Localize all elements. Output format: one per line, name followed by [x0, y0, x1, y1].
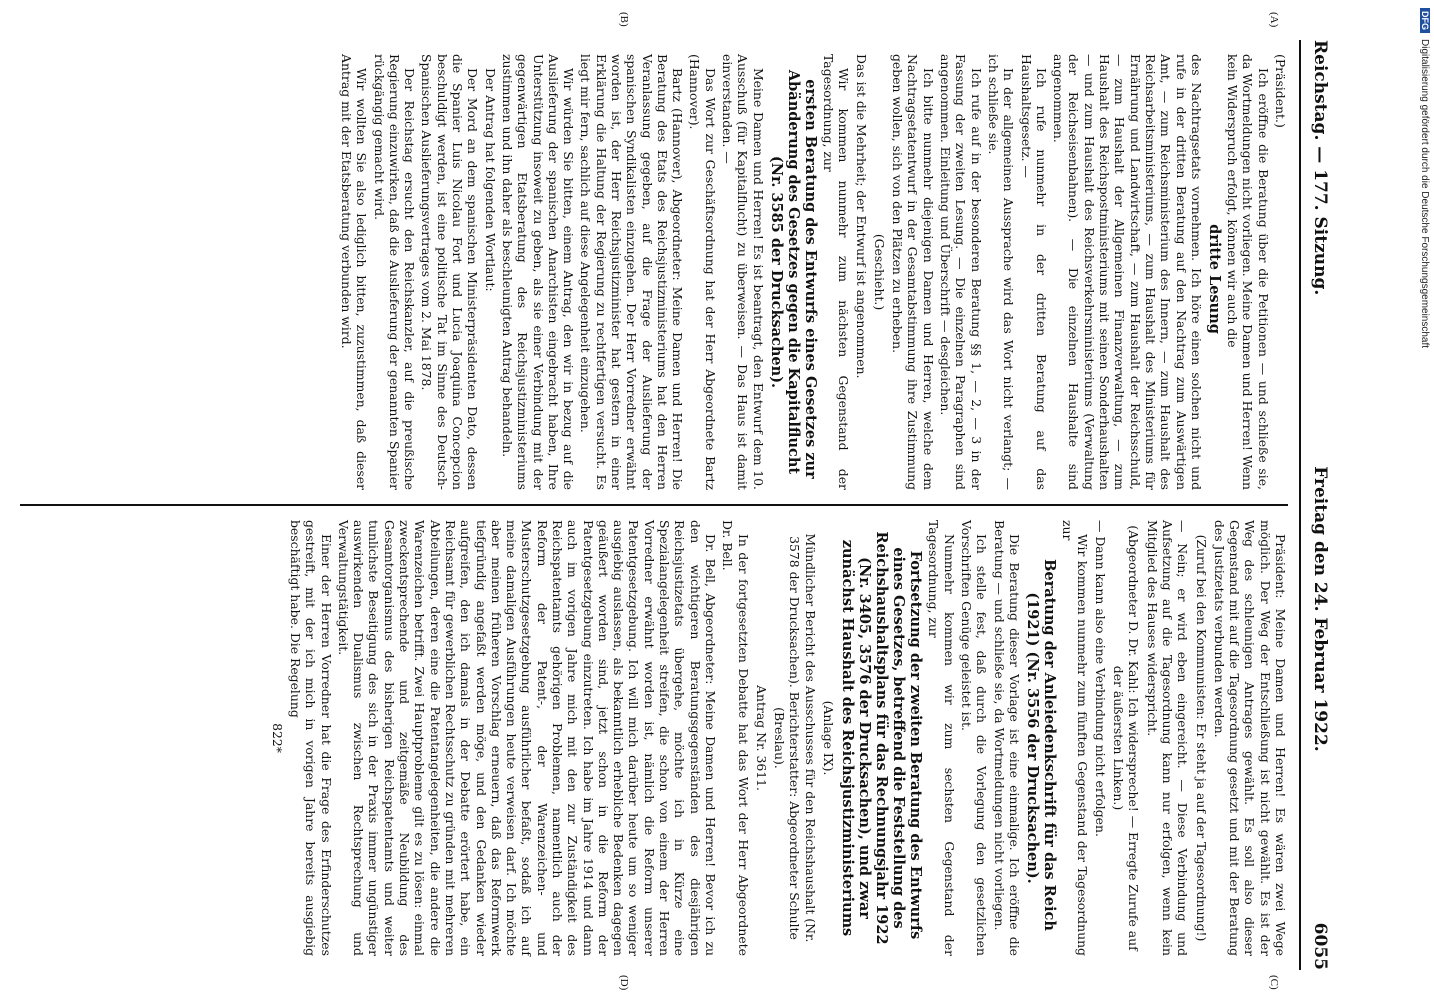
paragraph: Ich stelle fest, daß durch die Vorlegung den gesetzlichen Vorschriften Genüge geleistet ist.: [958, 520, 990, 956]
paragraph: des Nachtragsetats vornehmen. Ich höre einen solchen nicht und rufe in der dritten Beratung auf den Nachtrag zum Auswärtigen Amt, — zum Reichsministerium des Innern, — zum Haushalt des Reichsarbeitsministeriums, — zum Haushalt des Ministeriums für Ernährung und Landwirtschaft, — zum Haushalt der Reichsschuld, — zum Haushalt der Allgemeinen Finanzverwaltung, — zum Haushalt des Reichspostministeriums mit seinen Sonderhaushalten — und zum Haushalt des Reichsverkehrsministeriums (Verwaltung der Reichseisenbahnen). — Die einzelnen Haushalte sind angenommen.: [1051, 54, 1204, 490]
paragraph: Wir wollten Sie also lediglich bitten, zuzustimmen, daß dieser Antrag mit der Etatsberatung verbunden wird.: [338, 54, 370, 490]
paragraph: Präsident: Meine Damen und Herren! Es wären zwei Wege möglich. Der Weg der Entschließung ist nicht gewählt. Es ist der Weg des schleunigen Antrages gewählt. Es soll also dieser Gegenstand mit auf die Tagesordnung gesetzt und mit der Beratung des Justizetats verbunden werden.: [1211, 520, 1288, 956]
paragraph: dritte Lesung: [1205, 224, 1223, 334]
margin-marker-b: (B): [618, 12, 630, 27]
paragraph: Einer der Herren Vorredner hat die Frage des Erfinderschutzes gestreift, mit der ich mich in vorigen Jahre bereits ausgiebig beschäftigt habe. Die Regelung: [287, 520, 334, 956]
paragraph: Antrag Nr. 3611.: [753, 685, 769, 791]
paragraph: (Zuruf bei den Kommunisten: Er steht ja auf der Tagesordnung!): [1193, 534, 1209, 942]
paragraph: Ich eröffne die Beratung über die Petitionen — und schließe sie, da Wortmeldungen nicht vorliegen. Meine Damen und Herren! Wenn kein Widerspruch erfolgt, können wir auch die: [1225, 54, 1271, 490]
paragraph: Der Mord an dem spanischen Ministerpräsidenten Dato, dessen die Spanier Luis Nicolau Fort und Lucia Joaquina Concepcion beschuldigt werden, ist eine politische Tat im Sinne des Deutsch-Spanischen Auslieferungsvertrages vom 2. Mai 1878.: [419, 54, 481, 490]
dfg-logo-badge: DFG: [1420, 8, 1430, 33]
paragraph: (Abgeordneter D. Dr. Kahl: Ich widerspreche! — Erregte Zurufe auf der äußersten Linken.): [1111, 525, 1142, 951]
paragraph: — Dann kann also eine Verbindung nicht erfolgen.: [1092, 520, 1108, 837]
paragraph: Das ist die Mehrheit; der Entwurf ist angenommen.: [853, 54, 869, 379]
paragraph: Ich rufe nunmehr in der dritten Beratung auf das Haushaltsgesetz. —: [1018, 54, 1049, 490]
paragraph: (Anlage IX).: [821, 700, 837, 776]
paragraph: Nunmehr kommen wir zum sechsten Gegenstand der Tagesordnung, zur: [926, 520, 957, 956]
page-header: [1299, 40, 1335, 970]
margin-marker-d: (D): [618, 975, 630, 991]
paragraph: — Nein; er wird eben eingereicht. — Diese Verbindung und Aufsetzung auf die Tagesordnung kann nur erfolgen, wenn kein Mitglied des Hauses widerspricht.: [1144, 520, 1191, 956]
header-date: Freitag den 24. Februar 1922.: [1310, 466, 1330, 752]
paragraph: Mündlicher Bericht des Ausschusses für den Reichshaushalt (Nr. 3578 der Drucksachen). Berichterstatter: Abgeordneter Schulte (Breslau).: [772, 533, 818, 943]
header-left: Reichstag. — 177. Sitzung.: [1310, 40, 1330, 296]
paragraph: Fortsetzung der zweiten Beratung des Entwurfs eines Gesetzes, betreffend die Feststellung des Reichshaushaltsplans für das Rechnungsjahr 1922 (Nr. 3405, 3576 der Drucksachen), und zwar zunächst Haushalt des Reichsjustizministeriums: [839, 531, 925, 945]
paragraph: Wir kommen nunmehr zum fünften Gegenstand der Tagesordnung zur: [1060, 520, 1091, 956]
text-columns: [20, 40, 1288, 970]
credit-text: Digitalisierung gefördert durch die Deutsche Forschungsgemeinschaft: [1419, 39, 1430, 349]
paragraph: Wir würden Sie bitten, einem Antrag, den wir in bezug auf die Auslieferung der spanischen Anarchisten eingebracht haben, Ihre Unterstützung insoweit zu geben, als sie einer Verbindung mit der gegenwärtigen Etatsberatung des Reichsjustizministeriums zustimmen und ihn daher als beschleunigten Antrag behandeln.: [499, 54, 577, 490]
paragraph: Ich bitte nunmehr diejenigen Damen und Herren, welche dem Nachtragsetatentwurf in der Gesamtabstimmung ihre Zustimmung geben wollen, sich von den Plätzen zu erheben.: [890, 54, 936, 490]
left-column: [20, 40, 1288, 504]
paragraph: 822*: [269, 723, 285, 753]
right-column: [20, 504, 1288, 970]
paragraph: Wir kommen nunmehr zum nächsten Gegenstand der Tagesordnung, zur: [820, 54, 852, 490]
paragraph: (Präsident.): [1273, 54, 1288, 128]
paragraph: ersten Beratung des Entwurfs eines Gesetzes zur Abänderung des Gesetzes gegen die Kapitalflucht (Nr. 3585 der Drucksachen).: [767, 69, 819, 479]
paragraph: In der fortgesetzten Debatte hat das Wort der Herr Abgeordnete Dr. Bell.: [720, 520, 751, 956]
digitization-credit: [1414, 8, 1430, 988]
paragraph: In der allgemeinen Aussprache wird das Wort nicht verlangt; — ich schließe sie.: [985, 54, 1017, 490]
paragraph: Das Wort zur Geschäftsordnung hat der Herr Abgeordnete Bartz (Hannover).: [687, 54, 718, 490]
paragraph: Bartz (Hannover), Abgeordneter: Meine Damen und Herren! Die Beratung des Etats des Reichsjustizministeriums hat den Herren Veranlassung gegeben, auf die Frage der Auslieferung der spanischen Syndikalisten einzugehen. Der Herr Vorredner erwähnt worden ist, der Herr Reichsjustizminister hat gestern in einer Erklärung die Haltung der Regierung zu rechtfertigen versucht. Es liegt mir fern, sachlich auf diese Angelegenheit einzugehen.: [578, 54, 686, 490]
margin-marker-c: (C): [1268, 975, 1280, 990]
page-number: 6055: [1310, 922, 1330, 970]
paragraph: Dr. Bell, Abgeordneter: Meine Damen und Herren! Bevor ich zu den wichtigeren Beratungsgegenständen des diesjährigen Reichsjustizetats übergehe, möchte ich in Kürze eine Spezialangelegenheit streifen, die schon von einem der Herren Vorredner erwähnt worden ist, nämlich die Reform unserer Patentgesetzgebung. Ich will mich darüber heute um so weniger ausgiebig auslassen, als bekanntlich erhebliche Bedenken dagegen geäußert worden sind, jetzt schon in die Reform der Patentgesetzgebung einzutreten. Ich habe im Jahre 1914 und dann auch im vorigen Jahre mich mit den zur Zuständigkeit des Reichspatentamts gehörigen Problemen, namentlich auch der Reform der Patent-, der Warenzeichen- und Musterschutzgesetzgebung ausführlicher befaßt, sodaß ich auf meine damaligen Ausführungen heute verweisen darf. Ich möchte aber meinen früheren Vorschlag erneuern, daß das Reformwerk tiefgründig angefaßt werden möge, und den Gedanken wieder aufgreifen, den ich damals in der Debatte erörtert habe, ein Reichsamt für gewerblichen Rechtsschutz zu gründen mit mehreren Abteilungen, deren eine die Patentangelegenheiten, die andere die Warenzeichen betrifft. Zwei Hauptprobleme gilt es zu lösen: einmal zweckentsprechende und zeitgemäße Neubildung des Gesamtorganismus des bisherigen Reichspatentamts und weiter tunlichste Beseitigung des sich in der Praxis immer ungünstiger auswirkenden Dualismus zwischen Rechtsprechung und Verwaltungstätigkeit.: [335, 520, 718, 956]
paragraph: (Geschieht.): [871, 233, 887, 311]
paragraph: Der Antrag hat folgenden Wortlaut:: [482, 68, 498, 292]
margin-marker-a: (A): [1268, 12, 1280, 28]
paragraph: Meine Damen und Herren! Es ist beantragt, den Entwurf dem 10. Ausschuß (für Kapitalflucht) zu überweisen. — Das Haus ist damit einverstanden. —: [720, 54, 766, 490]
paragraph: Beratung der Anleiedenkschrift für das Reich (1921) (Nr. 3556 der Drucksachen).: [1023, 559, 1058, 931]
paragraph: Die Beratung dieser Vorlage ist eine einmalige. Ich eröffne die Beratung — und schließe sie, da Wortmeldungen nicht vorliegen.: [991, 520, 1022, 956]
paragraph: Der Reichstag ersucht den Reichskanzler, auf die preußische Regierung einzuwirken, daß die Auslieferung der genannten Spanier rückgängig gemacht wird.: [371, 54, 418, 490]
paragraph: Ich rufe auf in der besonderen Beratung §§ 1, — 2, — 3 in der Fassung der zweiten Lesung. — Die einzelnen Paragraphen sind angenommen. Einleitung und Überschrift — desgleichen.: [938, 54, 984, 490]
